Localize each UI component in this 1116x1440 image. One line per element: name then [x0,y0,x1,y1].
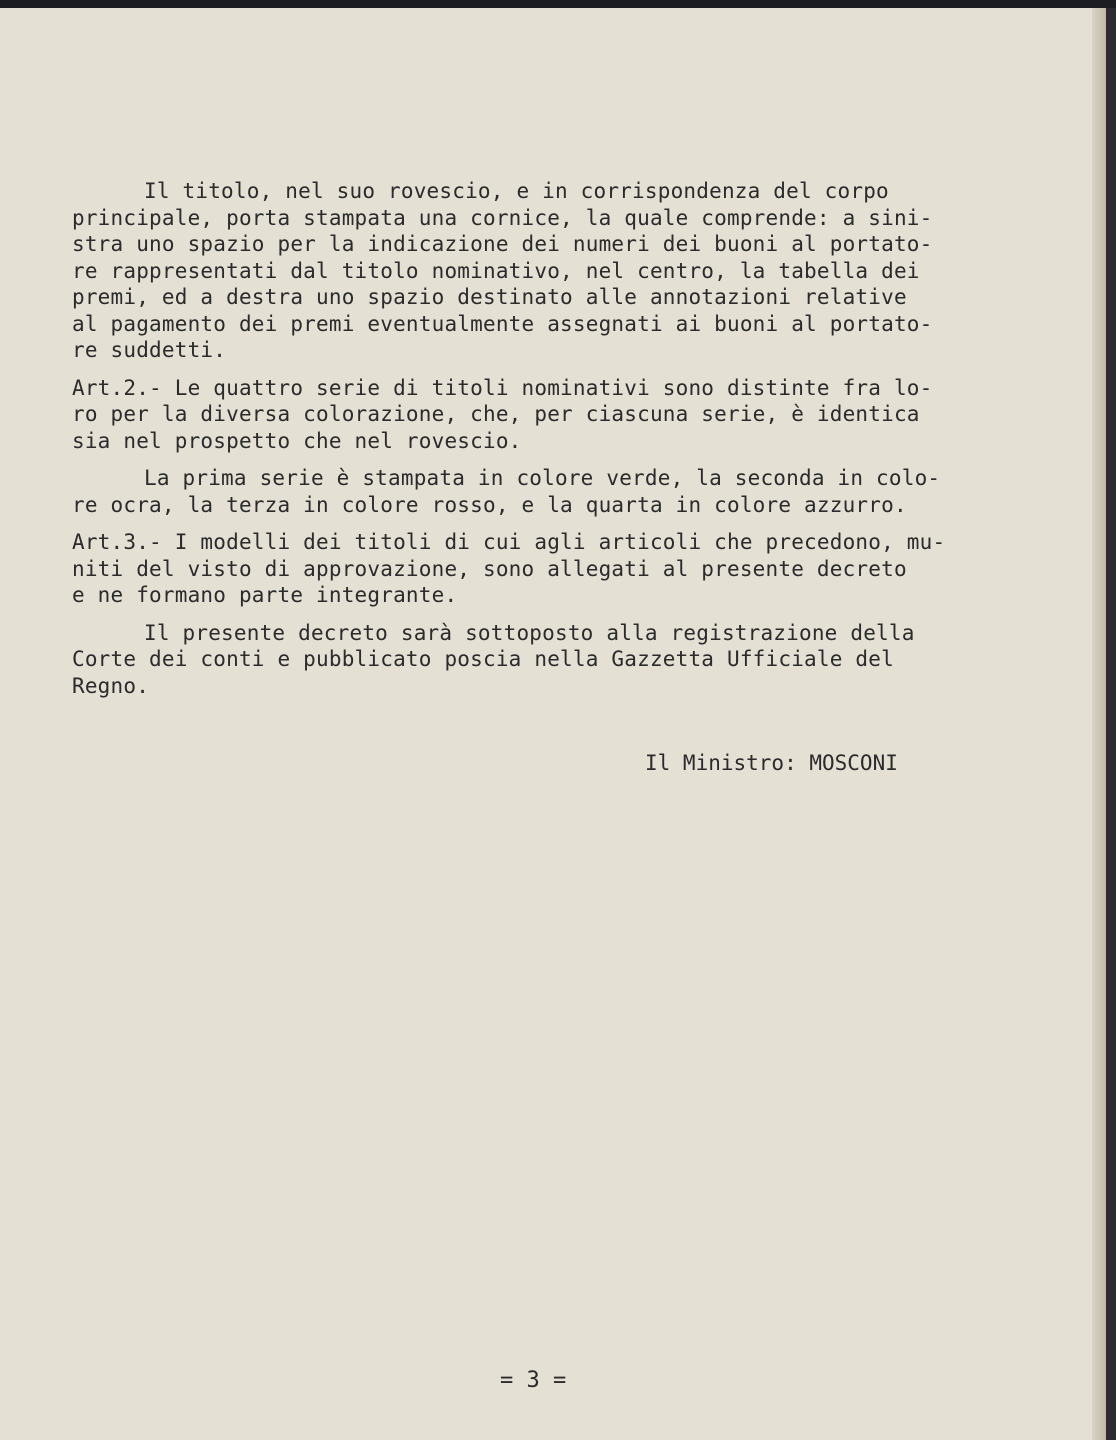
text-line: re ocra, la terza in colore rosso, e la quarta in colore azzurro. [72,492,907,517]
paragraph-titolo-rovescio [72,178,972,364]
text-line: Corte dei conti e pubblicato poscia nella Gazzetta Ufficiale del [72,647,894,671]
paragraph-art-2 [72,375,972,455]
text-line: e ne formano parte integrante. [72,583,458,607]
text-line: Regno. [72,673,150,698]
text-line: ro per la diversa colorazione, che, per ciascuna serie, è identica [72,402,920,426]
text-line: Art.3.- I modelli dei titoli di cui agli articoli che precedono, mu- [72,530,946,554]
text-line: re rappresentati dal titolo nominativo, nel centro, la tabella dei [72,258,920,283]
text-line: Il titolo, nel suo rovescio, e in corrispondenza del corpo [144,179,889,203]
document-page [0,8,1116,1440]
document-body [72,178,972,710]
minister-signature: Il Ministro: MOSCONI [645,751,898,775]
paragraph-colori-serie [72,465,972,518]
text-line: La prima serie è stampata in colore verde, la seconda in colo- [144,466,941,490]
page-edge [1092,8,1106,1440]
text-line: niti del visto di approvazione, sono allegati al presente decreto [72,556,907,581]
text-line: Il presente decreto sarà sottoposto alla registrazione della [144,620,915,645]
text-line: premi, ed a destra uno spazio destinato alle annotazioni relative [72,285,907,309]
page-number: = 3 = [500,1368,567,1393]
text-line: al pagamento dei premi eventualmente assegnati ai buoni al portato- [72,311,933,336]
text-line: re suddetti. [72,338,227,362]
paragraph-art-3 [72,529,972,609]
paragraph-registrazione [72,620,972,700]
text-line: Art.2.- Le quattro serie di titoli nominativi sono distinte fra lo- [72,375,933,400]
text-line: sia nel prospetto che nel rovescio. [72,428,522,453]
text-line: principale, porta stampata una cornice, la quale comprende: a sini- [72,205,933,230]
text-line: stra uno spazio per la indicazione dei numeri dei buoni al portato- [72,232,933,256]
